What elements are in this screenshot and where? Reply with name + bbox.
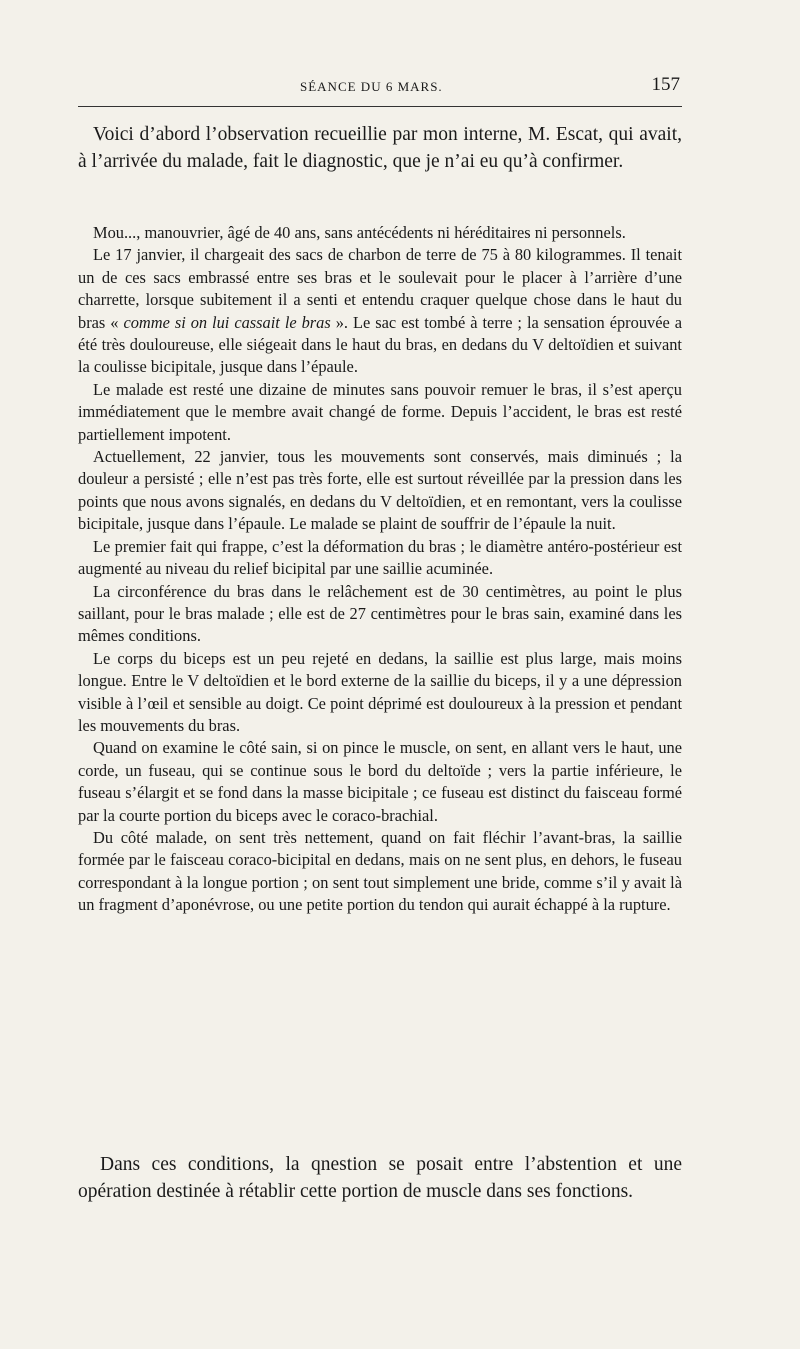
page-number: 157 — [651, 74, 680, 95]
observation-paragraph-4: Actuellement, 22 janvier, tous les mouvements sont conservés, mais diminués ; la douleur a persisté ; elle n’est pas très forte, elle est surtout réveillée par la pression dans les points que nous avons signalés, en dedans du V deltoïdien, et en remontant, vers la coulisse bicipitale, jusque dans l’épaule. Le malade se plaint de souffrir de l’épaule la nuit. — [78, 447, 682, 534]
observation-paragraph-8: Quand on examine le côté sain, si on pince le muscle, on sent, en allant vers le haut, une corde, un fuseau, qui se continue sous le bord du deltoïde ; vers la partie inférieure, le fuseau s’élargit et se fond dans la masse bicipitale ; ce fuseau est distinct du faisceau formé par la courte portion du biceps avec le coraco-brachial. — [78, 738, 682, 825]
running-header — [80, 76, 680, 98]
observation-paragraph-1: Mou..., manouvrier, âgé de 40 ans, sans antécédents ni héréditaires ni personnels. — [93, 223, 626, 242]
intro-paragraph — [78, 122, 682, 175]
intro-text: Voici d’abord l’observation recueillie par mon interne, M. Escat, qui avait, à l’arrivée du malade, fait le diagnostic, que je n’ai eu qu’à confirmer. — [78, 124, 682, 172]
observation-paragraph-9: Du côté malade, on sent très nettement, quand on fait fléchir l’avant-bras, la saillie formée par le faisceau coraco-bicipital en dedans, mais on ne sent plus, en dehors, le fuseau correspondant à la longue portion ; on sent tout simplement une bride, comme s’il y avait là un fragment d’aponévrose, ou une petite portion du tendon qui aurait échappé à la rupture. — [78, 827, 682, 915]
observation-p2-text-a: Le 17 janvier, il chargeait des sacs de charbon de terre de 75 à 80 kilogrammes. Il tenait un de ces sacs embrassé entre ses bras et le soulevait pour le placer à l’arrière d’une charrette, lorsque subitement il a senti et entendu craquer quelque chose dans le haut du bras « — [78, 245, 682, 332]
observation-paragraph-5: Le premier fait qui frappe, c’est la déformation du bras ; le diamètre antéro-postérieur est augmenté au niveau du relief bicipital par une saillie acuminée. — [78, 536, 682, 579]
observation-paragraph-7: Le corps du biceps est un peu rejeté en dedans, la saillie est plus large, mais moins longue. Entre le V deltoïdien et le bord externe de la saillie du biceps, il y a une dépression visible à l’œil et sensible au doigt. Ce point déprimé est douloureux à la pression et pendant les mouvements du bras. — [78, 648, 682, 735]
observation-block — [78, 222, 682, 917]
header-rule — [78, 106, 682, 107]
header-title: SÉANCE DU 6 MARS. — [300, 79, 443, 94]
closing-text: Dans ces conditions, la qnestion se posait entre l’abstention et une opération destinée à rétablir cette portion de muscle dans ses fonctions. — [78, 1154, 682, 1202]
observation-paragraph-6: La circonférence du bras dans le relâchement est de 30 centimètres, au point le plus saillant, pour le bras malade ; elle est de 27 centimètres pour le bras sain, examiné dans les mêmes conditions. — [78, 581, 682, 646]
observation-paragraph-2 — [78, 244, 682, 378]
closing-paragraph — [78, 1152, 682, 1205]
observation-p2-quote: comme si on lui cassait le bras — [123, 312, 331, 332]
observation-paragraph-3: Le malade est resté une dizaine de minutes sans pouvoir remuer le bras, il s’est aperçu immédiatement que le membre avait changé de forme. Depuis l’accident, le bras est resté partiellement impotent. — [78, 379, 682, 444]
observation-p2-text-b: ». Le sac est tombé à terre ; la sensation éprouvée a été très douloureuse, elle siégeait dans le haut du bras, en dedans du V deltoïdien et suivant la coulisse bicipitale, jusque dans l’épaule. — [78, 312, 682, 377]
